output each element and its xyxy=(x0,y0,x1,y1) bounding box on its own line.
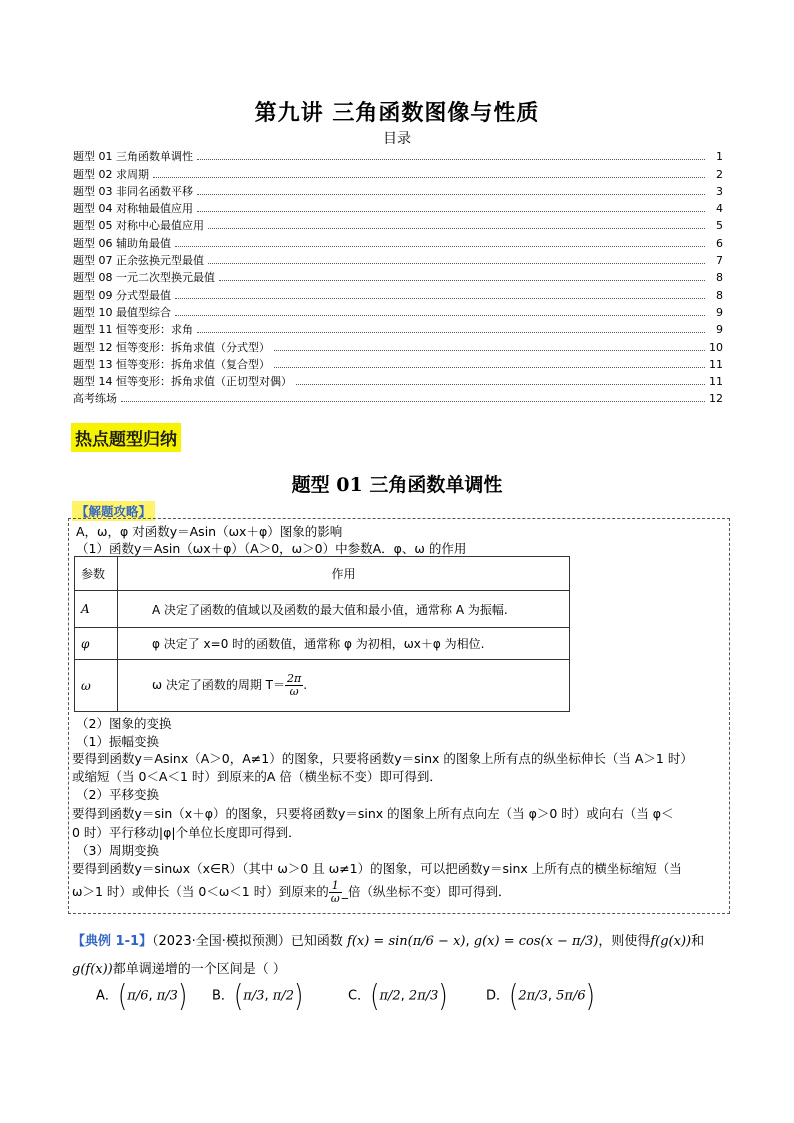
toc-leader xyxy=(274,349,705,351)
toc-page-number: 8 xyxy=(716,288,723,302)
toc-item-label: 题型 03 非同名函数平移 xyxy=(73,184,193,198)
table-cell-param: A xyxy=(75,591,118,628)
toc-item-label: 题型 14 恒等变形：拆角求值（正切型对偶） xyxy=(73,375,292,389)
table-cell-param: ω xyxy=(75,660,118,712)
toc-page-number: 6 xyxy=(716,236,723,250)
interval-start: π/2 xyxy=(379,988,401,1004)
toc-page-number: 1 xyxy=(716,150,723,164)
fraction-denominator: ω xyxy=(289,685,299,698)
tip-line: 要得到函数y＝sinωx（x∈R）（其中 ω＞0 且 ω≠1）的图象，可以把函数y＝sinx 上所有点的横坐标缩短（当 xyxy=(72,861,682,876)
interval-start: π/3 xyxy=(243,988,265,1004)
interval-start: 2π/3 xyxy=(518,988,548,1004)
table-cell-desc: φ 决定了 x=0 时的函数值，通常称 φ 为初相，ωx＋φ 为相位. xyxy=(118,628,570,660)
tip-line xyxy=(72,880,510,905)
table-header-row xyxy=(75,557,570,591)
fraction-numerator: 2π xyxy=(287,672,302,685)
f-definition: f(x) = sin(π/6 − x) xyxy=(347,934,466,949)
toc-item-label: 题型 09 分式型最值 xyxy=(73,288,171,302)
tip-line: （1）振幅变换 xyxy=(76,734,159,749)
toc-leader xyxy=(121,400,705,402)
open-paren: ( xyxy=(117,978,128,1014)
table-cell-desc xyxy=(118,660,570,712)
toc-item[interactable] xyxy=(73,215,723,232)
toc-item-label: 题型 11 恒等变形：求角 xyxy=(73,323,193,337)
close-paren: ) xyxy=(293,978,304,1014)
interval-start: π/6 xyxy=(127,988,149,1004)
toc-leader xyxy=(197,210,705,212)
example-tail: 都单调递增的一个区间是（ ） xyxy=(112,962,286,977)
tip-label: 【解题攻略】 xyxy=(72,501,155,521)
open-paren: ( xyxy=(509,978,519,1014)
toc-item[interactable] xyxy=(73,336,723,353)
reciprocal-fraction xyxy=(329,880,342,905)
toc-item[interactable] xyxy=(73,388,723,405)
interval-end: π/2 xyxy=(272,988,294,1004)
toc-page-number: 10 xyxy=(709,340,723,354)
open-paren: ( xyxy=(370,978,380,1014)
toc-item-label: 题型 05 对称中心最值应用 xyxy=(73,219,204,233)
period-text: ω 决定了函数的周期 T＝ xyxy=(152,678,286,692)
toc-item-label: 题型 06 辅助角最值 xyxy=(73,236,171,250)
open-paren: ( xyxy=(233,978,244,1014)
toc-leader xyxy=(175,314,705,316)
page-title: 第九讲 三角函数图像与性质 xyxy=(254,100,540,126)
toc-item[interactable] xyxy=(73,232,723,249)
choice-a[interactable]: A．(π/6, π/3) xyxy=(96,978,188,1014)
toc-page-number: 11 xyxy=(709,357,723,371)
toc-page-number: 9 xyxy=(716,305,723,319)
toc-item-label: 题型 13 恒等变形：拆角求值（复合型） xyxy=(73,357,270,371)
hot-topics-heading: 热点题型归纳 xyxy=(71,423,181,452)
tip-line: 要得到函数y＝Asinx（A＞0，A≠1）的图象，只要将函数y＝sinx 的图象上所有点的纵坐标伸长（当 A＞1 时） xyxy=(72,751,693,766)
toc-leader xyxy=(208,262,705,264)
tip-line: （2）图象的变换 xyxy=(76,716,172,731)
section-title: 题型 01 三角函数单调性 xyxy=(291,474,503,496)
choice-key: D． xyxy=(486,988,510,1004)
choice-d[interactable]: D．(2π/3, 5π/6) xyxy=(486,978,595,1014)
choice-key: A． xyxy=(96,988,118,1004)
tip-line-text: ω＞1 时）或伸长（当 0＜ω＜1 时）到原来的 xyxy=(72,884,329,899)
toc-item[interactable] xyxy=(73,284,723,301)
toc-item-label: 题型 12 恒等变形：拆角求值（分式型） xyxy=(73,340,270,354)
toc-leader xyxy=(219,279,705,281)
example-and: 和 xyxy=(691,934,705,949)
toc-leader xyxy=(296,383,705,385)
toc-leader xyxy=(197,331,705,333)
toc-page-number: 11 xyxy=(709,375,723,389)
interval-end: π/3 xyxy=(156,988,178,1004)
interval-end: 5π/6 xyxy=(556,988,586,1004)
toc-leader xyxy=(175,245,705,247)
tip-line: （2）平移变换 xyxy=(76,787,159,802)
toc-leader xyxy=(175,297,705,299)
table-header-cell: 作用 xyxy=(118,557,570,591)
close-paren: ) xyxy=(177,978,188,1014)
toc-item[interactable] xyxy=(73,267,723,284)
close-paren: ) xyxy=(438,978,448,1014)
example-question: 【典例 1-1】（2023·全国·模拟预测）已知函数 f(x) = sin(π/6 − x), g(x) = cos(x − π/3)，则使得f(g(x))和 xyxy=(72,934,705,949)
period-fraction xyxy=(285,673,303,698)
tip-line: （1）函数y＝Asin（ωx＋φ）（A＞0，ω＞0）中参数A．φ、ω 的作用 xyxy=(76,541,467,556)
fraction-numerator: 1 xyxy=(329,880,342,893)
tip-line: A，ω，φ 对函数y＝Asin（ωx＋φ）图象的影响 xyxy=(76,524,343,539)
toc-item[interactable] xyxy=(73,163,723,180)
fraction-denominator: ω xyxy=(330,892,340,905)
example-tag: 【典例 1-1】 xyxy=(72,934,153,949)
toc-item[interactable] xyxy=(73,250,723,267)
choice-key: B． xyxy=(212,988,234,1004)
toc-item[interactable] xyxy=(73,146,723,163)
toc-leader xyxy=(208,227,705,229)
choice-key: C． xyxy=(348,988,371,1004)
choice-c[interactable]: C．(π/2, 2π/3) xyxy=(348,978,448,1014)
toc-item-label: 题型 01 三角函数单调性 xyxy=(73,150,193,164)
toc-item-label: 题型 04 对称轴最值应用 xyxy=(73,202,193,216)
table-cell-param: φ xyxy=(75,628,118,660)
toc-item[interactable] xyxy=(73,198,723,215)
toc-item-label: 高考练场 xyxy=(73,392,117,406)
composite-fg: f(g(x)) xyxy=(650,934,692,949)
toc-item[interactable] xyxy=(73,181,723,198)
toc-page-number: 2 xyxy=(716,167,723,181)
toc-item[interactable] xyxy=(73,302,723,319)
example-source: （2023·全国·模拟预测）已知函数 xyxy=(152,934,343,949)
example-question-cont xyxy=(72,958,286,977)
toc-item[interactable] xyxy=(73,319,723,336)
table-row xyxy=(75,591,570,628)
tip-line: （3）周期变换 xyxy=(76,843,159,858)
toc-page-number: 3 xyxy=(716,184,723,198)
g-definition: g(x) = cos(x − π/3) xyxy=(473,934,599,949)
toc-leader xyxy=(153,176,705,178)
interval-end: 2π/3 xyxy=(408,988,439,1004)
table-row xyxy=(75,660,570,712)
toc-page-number: 8 xyxy=(716,271,723,285)
toc-item-label: 题型 07 正余弦换元型最值 xyxy=(73,254,204,268)
parameter-table xyxy=(74,556,570,712)
choice-b[interactable]: B．(π/3, π/2) xyxy=(212,978,304,1014)
toc-title: 目录 xyxy=(383,131,411,147)
toc-item-label: 题型 08 一元二次型换元最值 xyxy=(73,271,215,285)
period-tail: . xyxy=(303,678,308,692)
table-of-contents xyxy=(73,146,723,405)
tip-line: 或缩短（当 0＜A＜1 时）到原来的A 倍（横坐标不变）即可得到． xyxy=(72,769,442,784)
toc-leader xyxy=(197,193,705,195)
toc-item-label: 题型 02 求周期 xyxy=(73,167,149,181)
composite-gf: g(f(x)) xyxy=(72,962,113,977)
table-cell-desc: A 决定了函数的值域以及函数的最大值和最小值，通常称 A 为振幅. xyxy=(118,591,570,628)
toc-page-number: 9 xyxy=(716,323,723,337)
table-row xyxy=(75,628,570,660)
example-ask: ，则使得 xyxy=(598,934,651,949)
toc-item-label: 题型 10 最值型综合 xyxy=(73,305,171,319)
toc-leader xyxy=(197,158,705,160)
toc-item[interactable] xyxy=(73,371,723,388)
tip-line-text: _倍（纵坐标不变）即可得到． xyxy=(341,884,511,899)
tip-line: 0 时）平行移动|φ|个单位长度即可得到． xyxy=(72,825,301,840)
toc-page-number: 7 xyxy=(716,254,723,268)
close-paren: ) xyxy=(585,978,595,1014)
toc-leader xyxy=(274,366,705,368)
tip-line: 要得到函数y＝sin（x＋φ）的图象，只要将函数y＝sinx 的图象上所有点向左（当 φ＞0 时）或向右（当 φ＜ xyxy=(72,806,674,821)
toc-page-number: 4 xyxy=(716,202,723,216)
toc-page-number: 5 xyxy=(716,219,723,233)
toc-page-number: 12 xyxy=(709,392,723,406)
table-header-cell: 参数 xyxy=(75,557,118,591)
toc-item[interactable] xyxy=(73,354,723,371)
